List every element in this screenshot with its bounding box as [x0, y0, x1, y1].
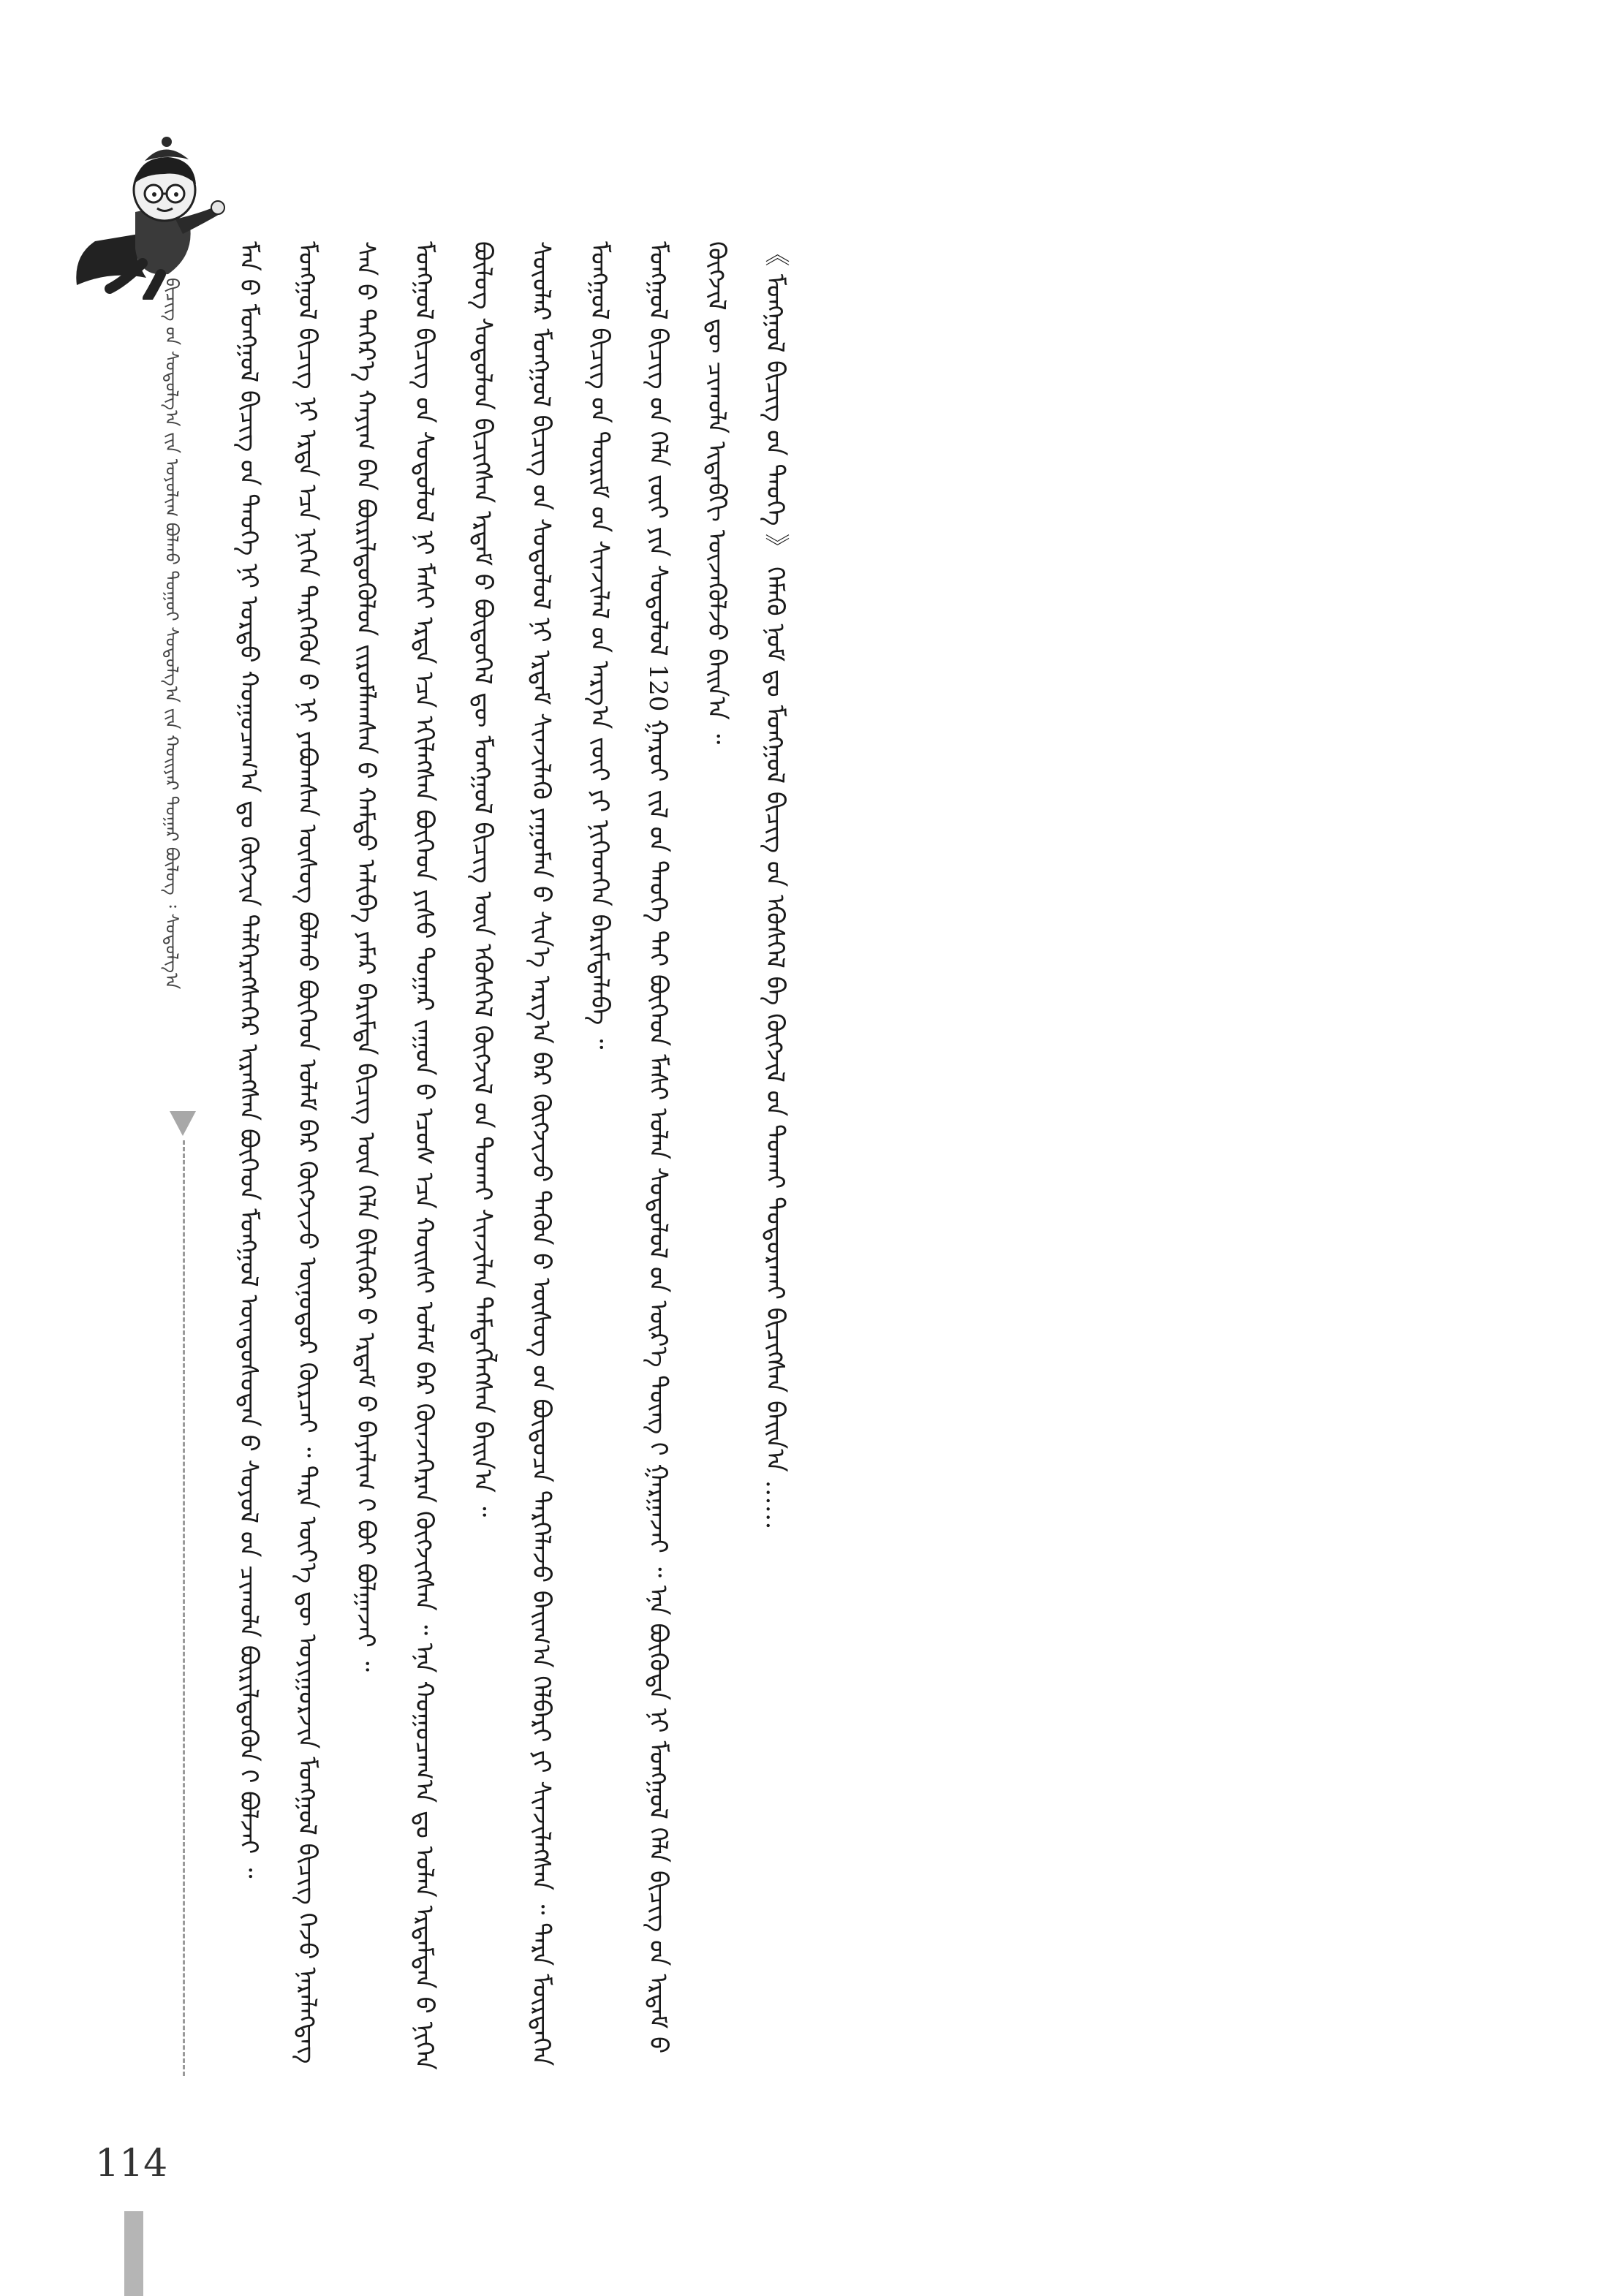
page-edge-tab	[124, 2211, 143, 2296]
header-dashed-rule	[183, 1140, 185, 2076]
page-number: 114	[95, 2142, 168, 2186]
paragraph-6: 《 ᠮᠣᠩᠭᠣᠯ ᠪᠢᠴᠢᠭ ᠤ᠋ᠨ ᠲᠡᠦᠬᠡ 》 ᠬᠡᠮᠡᠬᠦ ᠨᠣᠮ ᠳᠤ ᠮᠣᠩᠭᠣᠯ ᠪᠢᠴᠢᠭ ᠤ᠋ᠨ ᠡᠭᠦᠰᠬᠡᠯ ᠪᠠ ᠬᠥᠭᠵᠢᠯ ᠤ᠋ᠨ ᠲᠤᠬᠠᠢ ᠲᠣᠳᠣᠷᠬᠠᠢ ᠪᠢᠴᠢᠭᠰᠡᠨ ᠪᠠᠢᠨ᠎ᠠ ……	[760, 241, 790, 1530]
paragraph-5: ᠮᠣᠩᠭᠣᠯ ᠪᠢᠴᠢᠭ ᠤ᠋ᠨ ᠬᠡᠯᠡ ᠵᠦᠢ ᠶᠢᠨ ᠰᠤᠳᠤᠯᠤᠯ 120 ᠭᠠᠷᠤᠢ ᠵᠢᠯ ᠤ᠋ᠨ ᠲᠡᠦᠬᠡ ᠲᠠᠢ ᠪᠥᠭᠡᠳ ᠮᠠᠰᠢ ᠣᠯᠠᠨ ᠰᠤᠳᠤᠯᠤᠯ ᠤ᠋ᠨ ᠦᠷ᠎ᠡ ᠳᠦᠩ ᠢ᠋ ᠭᠠᠷᠭᠠᠵᠠᠢ ᠃ ᠡᠨᠡ ᠪᠦᠭᠦᠳᠡ ᠨᠢ ᠮᠣᠩᠭᠣᠯ ᠬᠡᠯᠡ ᠪᠢᠴᠢᠭ ᠤ᠋ᠨ ᠡᠷᠳᠡᠮ ᠦ᠌ ᠬᠥᠭᠵᠢᠯ ᠳᠦ ᠴᠢᠬᠤᠯᠠ ᠢᠳᠡᠪᠬᠢ ᠦᠵᠡᠭᠦᠯᠵᠦ ᠪᠠᠢᠨ᠎ᠠ ᠃	[643, 241, 731, 2054]
paragraph-2: ᠮᠣᠩᠭᠣᠯ ᠪᠢᠴᠢᠭ ᠨᠢ ᠡᠷᠲᠡ ᠡᠴᠡ ᠨᠢᠭᠡᠨ ᠲᠡᠷᠭᠡᠭᠦᠨ ᠦ᠌ ᠨᠢ ᠶᠠᠪᠤᠭᠰᠠᠨ ᠦᠰᠦᠭ ᠪᠣᠯᠬᠤ ᠪᠥᠭᠡᠳ ᠤᠯᠠᠮ ᠪᠠᠷ ᠬᠥᠭᠵᠢᠵᠦ ᠥᠨᠥᠳᠥᠷ ᠬᠦᠷᠴᠡᠢ ᠃ ᠲᠡᠷᠡ ᠦᠶ᠎ᠡ ᠳᠦ ᠤᠶᠢᠭᠤᠷᠵᠢᠨ ᠮᠣᠩᠭᠣᠯ ᠪᠢᠴᠢᠭ ᠭᠡᠵᠦ ᠨᠡᠷᠡᠯᠡᠭᠳᠡᠭ ᠰᠡᠨ ᠦ᠌ ᠳᠡᠭᠡᠷ᠎ᠡ ᠬᠠᠶᠢᠭ ᠪᠠᠨ ᠪᠦᠷᠢᠯᠳᠦᠭᠦᠯᠦᠨ ᠵᠢᠷᠤᠮᠯᠠᠭᠰᠠᠨ ᠤ᠋ ᠬᠠᠮᠲᠤ ᠠᠯᠢᠪᠠ ᠶᠠᠮᠠᠷ ᠪᠠᠷᠢᠮᠲᠠ ᠪᠢᠴᠢᠭ ᠦᠨ ᠬᠡᠯᠡ ᠪᠢᠯᠢᠭᠦᠷ ᠤ᠋ ᠡᠷᠳᠡᠮ ᠦ᠌ ᠪᠠᠶᠠᠯᠢᠭ ᠢ᠋ ᠪᠤᠢ ᠪᠣᠯᠭᠠᠵᠠᠢ ᠃	[292, 241, 380, 2064]
paragraph-1: ᠮᠠᠨ ᠤ᠋ ᠮᠣᠩᠭᠣᠯ ᠪᠢᠴᠢᠭ ᠤ᠋ᠨ ᠲᠡᠦᠬᠡ ᠨᠢ ᠤᠷᠲᠤ ᠬᠤᠭᠤᠴᠠᠭ᠎ᠠ ᠳᠤ ᠬᠥᠭᠵᠢᠨ ᠳᠡᠯᠭᠡᠷᠡᠭᠰᠡᠭᠡᠷ ᠢᠷᠡᠭᠰᠡᠨ ᠪᠥᠭᠡᠳ ᠮᠣᠩᠭᠣᠯ ᠦᠨᠳᠦᠰᠦᠲᠡᠨ ᠦ᠌ ᠰᠣᠶᠣᠯ ᠤ᠋ᠨ ᠴᠢᠬᠤᠯᠠ ᠪᠦᠷᠢᠯᠳᠦᠬᠦᠨ ᠢ᠋ ᠪᠣᠯᠵᠠᠢ ᠃	[234, 241, 263, 1879]
body-text	[219, 241, 1448, 2098]
paragraph-3: ᠮᠣᠩᠭᠣᠯ ᠪᠢᠴᠢᠭ ᠤ᠋ᠨ ᠰᠤᠳᠤᠯᠤᠯ ᠨᠢ ᠮᠠᠰᠢ ᠡᠷᠲᠡ ᠡᠴᠡ ᠡᠬᠢᠯᠡᠭᠰᠡᠨ ᠪᠥᠭᠡᠳ ᠶᠢᠰᠦ ᠳᠤᠭᠠᠷ ᠵᠠᠭᠤᠨ ᠤ᠋ ᠡᠴᠦᠰ ᠡᠴᠡ ᠬᠣᠢᠰᠢ ᠤᠯᠠᠮ ᠪᠠᠷ ᠭᠦᠨᠵᠡᠭᠡᠷᠡᠨ ᠬᠥᠭᠵᠢᠭᠰᠡᠨ ᠃ ᠡᠨᠡ ᠬᠤᠭᠤᠴᠠᠭ᠎ᠠ ᠳᠤ ᠣᠯᠠᠨ ᠡᠷᠳᠡᠮᠲᠡᠨ ᠦ᠌ ᠨᠢᠭᠡᠨ ᠪᠦᠯᠦᠭ ᠰᠤᠳᠤᠯᠤᠨ ᠪᠢᠴᠢᠭᠰᠡᠨ ᠡᠷᠳᠡᠮ ᠦ᠌ ᠪᠦᠲᠦᠭᠡᠯ ᠳᠦ ᠮᠣᠩᠭᠣᠯ ᠪᠢᠴᠢᠭ ᠦᠨ ᠡᠭᠦᠰᠬᠡᠯ ᠬᠥᠭᠵᠢᠯ ᠤ᠋ᠨ ᠲᠤᠬᠠᠢ ᠰᠢᠨᠵᠢᠯᠡᠨ ᠲᠡᠮᠳᠡᠭᠯᠡᠭᠰᠡᠨ ᠪᠠᠢᠨ᠎ᠠ ᠃	[409, 241, 497, 2070]
paragraph-4: ᠰᠦᠦᠯᠡᠷ ᠮᠣᠩᠭᠣᠯ ᠪᠢᠴᠢᠭ ᠤ᠋ᠨ ᠰᠤᠳᠤᠯᠤᠯ ᠨᠢ ᠡᠷᠳᠡᠮ ᠰᠢᠨᠵᠢᠯᠡᠬᠦ ᠶᠠᠭᠤᠮᠠᠨ ᠤ᠋ ᠰᠢᠨ᠎ᠡ ᠠᠷᠭ᠎ᠠ ᠪᠠᠷ ᠬᠥᠭᠵᠢᠵᠦ ᠲᠡᠭᠦᠨ ᠦ᠌ ᠦᠰᠦᠭ ᠤ᠋ᠨ ᠪᠦᠲᠦᠴᠡ ᠲᠡᠷᠭᠡᠯᠡᠵᠦ ᠪᠠᠢᠭ᠎ᠠ ᠬᠡᠯᠪᠡᠷᠢ ᠶᠢ ᠰᠢᠨᠵᠢᠯᠡᠭᠰᠡᠨ ᠃ ᠲᠡᠷᠡ ᠮᠥᠷᠲᠡᠭᠡᠨ ᠮᠣᠩᠭᠣᠯ ᠪᠢᠴᠢᠭ ᠤ᠋ᠨ ᠳᠦᠷᠢᠮ ᠤ᠋ᠨ ᠰᠢᠨᠵᠢᠯᠡᠯ ᠤ᠋ᠨ ᠠᠷᠭ᠎ᠠ ᠵᠦᠢ ᠶᠢ ᠨᠢᠭᠡᠳᠬᠡᠨ ᠪᠠᠷᠢᠮᠲᠠᠯᠠᠪᠠ ᠃	[526, 241, 614, 2066]
header-arrow-marker	[170, 1111, 196, 1136]
mascot-illustration	[66, 132, 227, 300]
running-header: ᠪᠢᠴᠢᠭ᠌ ᠤ᠋ᠨ ᠰᠤᠳᠤᠯᠭ᠎ᠠ ᠶ᠋ᠢᠨ ᠤᠶᠤᠯᠢᠭ ᠪᠣᠯᠬᠤ ᠳᠣᠭᠣᠢ ᠰᠤᠳᠤᠯᠭ᠎ᠠ ᠶ᠋ᠢᠨ ᠬᠣᠢᠶᠠᠷ ᠳᠤᠭᠠᠷ ᠪᠦᠯᠦᠭ ᠄ ᠰᠤᠳᠤᠯᠭ᠎ᠠ	[162, 278, 182, 990]
